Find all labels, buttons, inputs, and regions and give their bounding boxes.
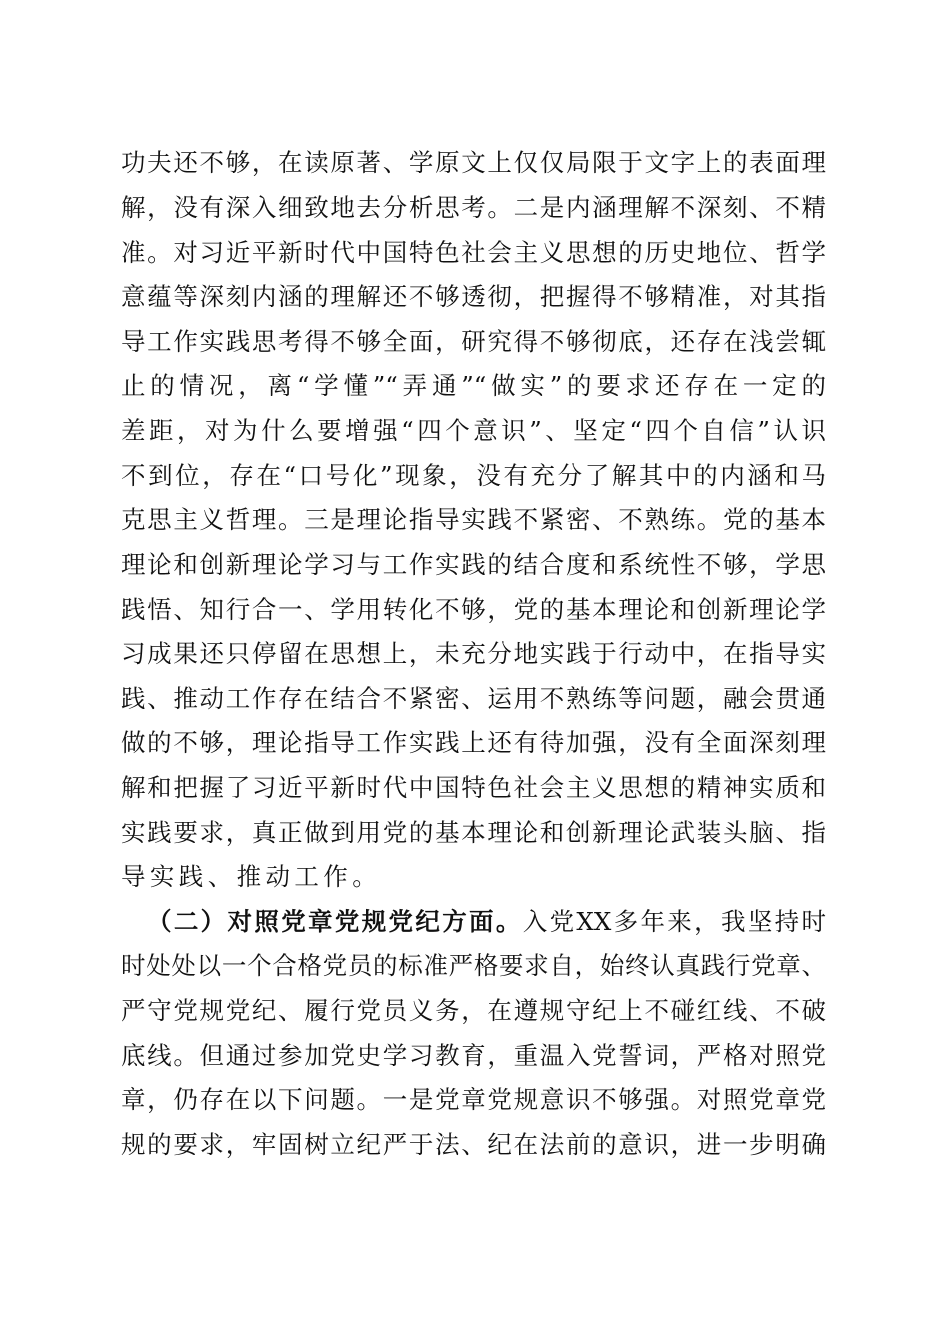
text-line: 严守党规党纪、履行党员义务，在遵规守纪上不碰红线、不破 — [121, 996, 826, 1025]
text-line: 规的要求，牢固树立纪严于法、纪在法前的意识，进一步明确 — [121, 1130, 826, 1159]
text-line: 理论和创新理论学习与工作实践的结合度和系统性不够，学思 — [121, 550, 826, 579]
text-line: 做的不够，理论指导工作实践上还有待加强，没有全面深刻理 — [121, 728, 826, 757]
text-line: 意蕴等深刻内涵的理解还不够透彻，把握得不够精准，对其指 — [121, 282, 826, 311]
text-line: 差距，对为什么要增强“四个意识”、坚定“四个自信”认识 — [121, 416, 826, 445]
text-line: 克思主义哲理。三是理论指导实践不紧密、不熟练。党的基本 — [121, 505, 826, 534]
section-heading-line — [147, 902, 826, 942]
text-line: 解和把握了习近平新时代中国特色社会主义思想的精神实质和 — [121, 773, 826, 802]
text-line: 准。对习近平新时代中国特色社会主义思想的历史地位、哲学 — [121, 238, 826, 267]
text-line: 践、推动工作存在结合不紧密、运用不熟练等问题，融会贯通 — [121, 684, 826, 713]
section-heading: （二）对照党章党规党纪方面。 — [147, 907, 523, 936]
text-line: 导工作实践思考得不够全面，研究得不够彻底，还存在浅尝辄 — [121, 327, 826, 356]
text-line: 不到位，存在“口号化”现象，没有充分了解其中的内涵和马 — [121, 461, 826, 490]
text-line: 时处处以一个合格党员的标准严格要求自，始终认真践行党章、 — [121, 951, 826, 980]
text-line: 导实践、推动工作。 — [121, 862, 382, 891]
text-line: 章，仍存在以下问题。一是党章党规意识不够强。对照党章党 — [121, 1085, 826, 1114]
text-line: 实践要求，真正做到用党的基本理论和创新理论武装头脑、指 — [121, 818, 826, 847]
text-line: 践悟、知行合一、学用转化不够，党的基本理论和创新理论学 — [121, 595, 826, 624]
text-line: 功夫还不够，在读原著、学原文上仅仅局限于文字上的表面理 — [121, 148, 826, 177]
text-line: 止的情况，离“学懂”“弄通”“做实”的要求还存在一定的 — [121, 371, 826, 400]
text-line: 解，没有深入细致地去分析思考。二是内涵理解不深刻、不精 — [121, 193, 826, 222]
text-line: 底线。但通过参加党史学习教育，重温入党誓词，严格对照党 — [121, 1041, 826, 1070]
text-line: 习成果还只停留在思想上，未充分地实践于行动中，在指导实 — [121, 639, 826, 668]
section-heading-continuation: 入党XX多年来，我坚持时 — [522, 907, 826, 936]
